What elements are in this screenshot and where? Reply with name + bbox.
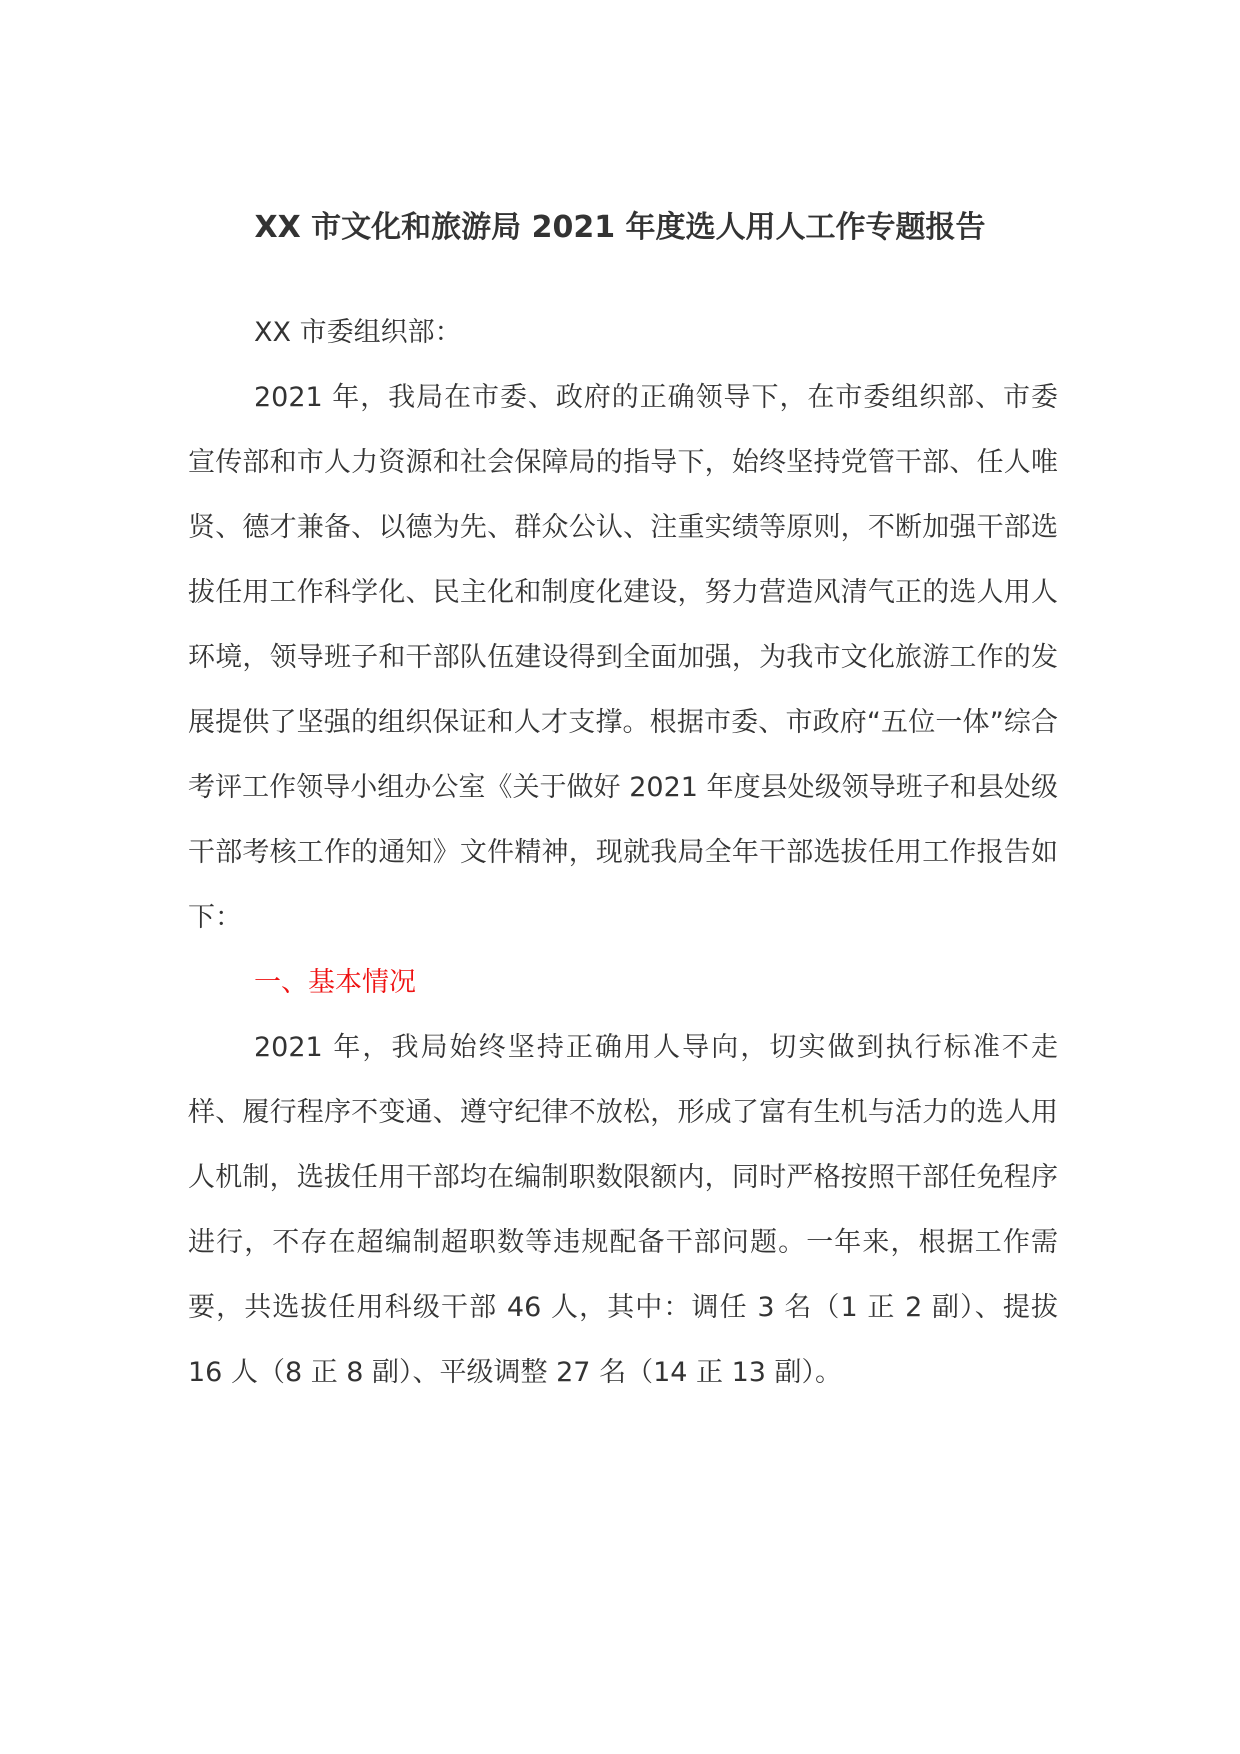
paragraph-intro: 2021 年，我局在市委、政府的正确领导下，在市委组织部、市委宣传部和市人力资源和社会保障局的指导下，始终坚持党管干部、任人唯贤、德才兼备、以德为先、群众公认、注重实绩等原则，不断加强干部选拔任用工作科学化、民主化和制度化建设，努力营造风清气正的选人用人环境，领导班子和干部队伍建设得到全面加强，为我市文化旅游工作的发展提供了坚强的组织保证和人才支撑。根据市委、市政府“五位一体”综合考评工作领导小组办公室《关于做好 2021 年度县处级领导班子和县处级干部考核工作的通知》文件精神，现就我局全年干部选拔任用工作报告如下： (188, 382, 1058, 933)
document-body (188, 300, 1058, 1405)
document-title: XX 市文化和旅游局 2021 年度选人用人工作专题报告 (254, 210, 986, 245)
salutation: XX 市委组织部： (254, 317, 462, 348)
section-heading-basic-situation: 一、基本情况 (254, 967, 416, 998)
paragraph-basic-situation: 2021 年，我局始终坚持正确用人导向，切实做到执行标准不走样、履行程序不变通、遵守纪律不放松，形成了富有生机与活力的选人用人机制，选拔任用干部均在编制职数限额内，同时严格按照干部任免程序进行，不存在超编制超职数等违规配备干部问题。一年来，根据工作需要，共选拔任用科级干部 46 人，其中：调任 3 名（1 正 2 副）、提拔 16 人（8 正 8 副）、平级调整 27 名（14 正 13 副）。 (188, 1032, 1058, 1388)
